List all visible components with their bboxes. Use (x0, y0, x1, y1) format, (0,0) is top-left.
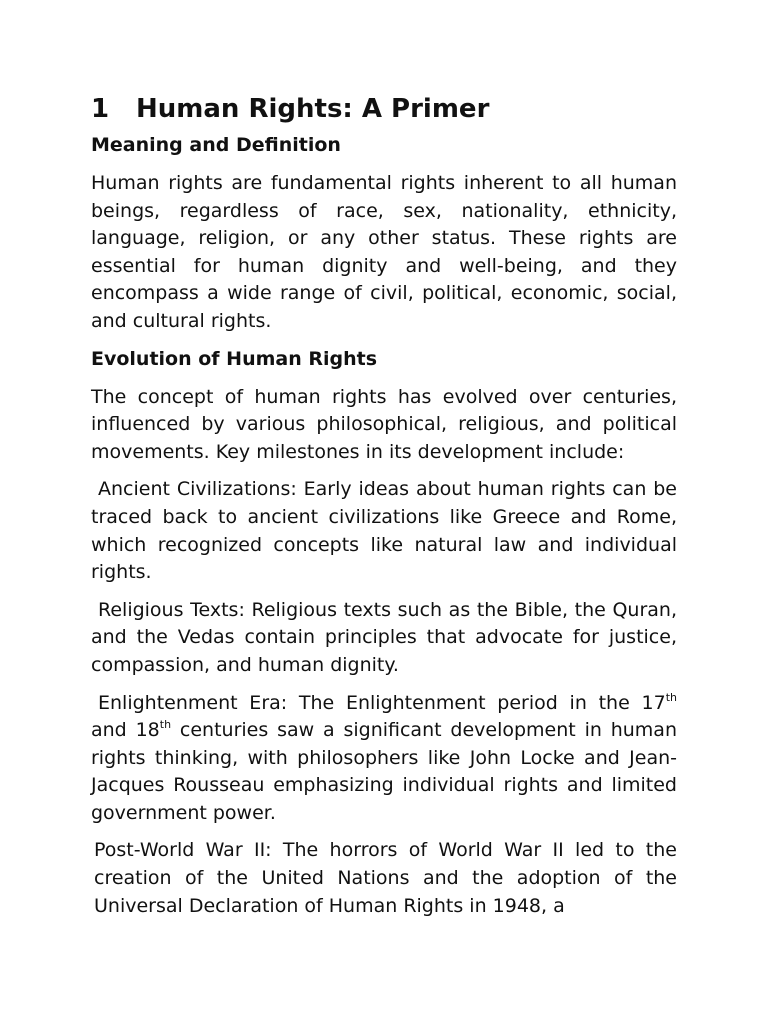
list-item-religious: Religious Texts: Religious texts such as the Bible, the Quran, and the Vedas contain principles that advocate for justice, compassion, and human dignity. (91, 598, 677, 676)
enlightenment-text-1: Enlightenment Era: The Enlightenment period in the 17 (98, 691, 666, 714)
list-item-ancient: Ancient Civilizations: Early ideas about human rights can be traced back to ancient civilizations like Greece and Rome, which recognized concepts like natural law and individual rights. (91, 478, 677, 584)
section-heading-evolution: Evolution of Human Rights (91, 347, 378, 370)
chapter-number: 1 (91, 94, 110, 124)
section-heading-meaning: Meaning and Definition (91, 134, 341, 156)
ordinal-suffix-18th: th (159, 718, 172, 732)
paragraph-meaning: Human rights are fundamental rights inherent to all human beings, regardless of race, sex, nationality, ethnicity, language, religion, or any other status. These rights are essential for human dignity and well-being, and they encompass a wide range of civil, political, economic, social, and cultural rights. (91, 172, 677, 332)
ordinal-suffix-17th: th (665, 690, 677, 704)
chapter-title (91, 90, 677, 128)
enlightenment-text-3: centuries saw a significant development in human rights thinking, with philosophers like John Locke and Jean-Jacques Rousseau emphasizing individual rights and limited government power. (91, 719, 677, 824)
list-item-enlightenment (91, 690, 677, 828)
enlightenment-text-2: and 18 (91, 719, 160, 742)
document-page (91, 90, 677, 930)
list-item-postwar: Post-World War II: The horrors of World War II led to the creation of the United Nations and the adoption of the Universal Declaration of Human Rights in 1948, a (94, 839, 677, 917)
chapter-title-text: Human Rights: A Primer (136, 94, 490, 124)
paragraph-evolution-intro: The concept of human rights has evolved over centuries, influenced by various philosophical, religious, and political movements. Key milestones in its development include: (91, 385, 677, 463)
